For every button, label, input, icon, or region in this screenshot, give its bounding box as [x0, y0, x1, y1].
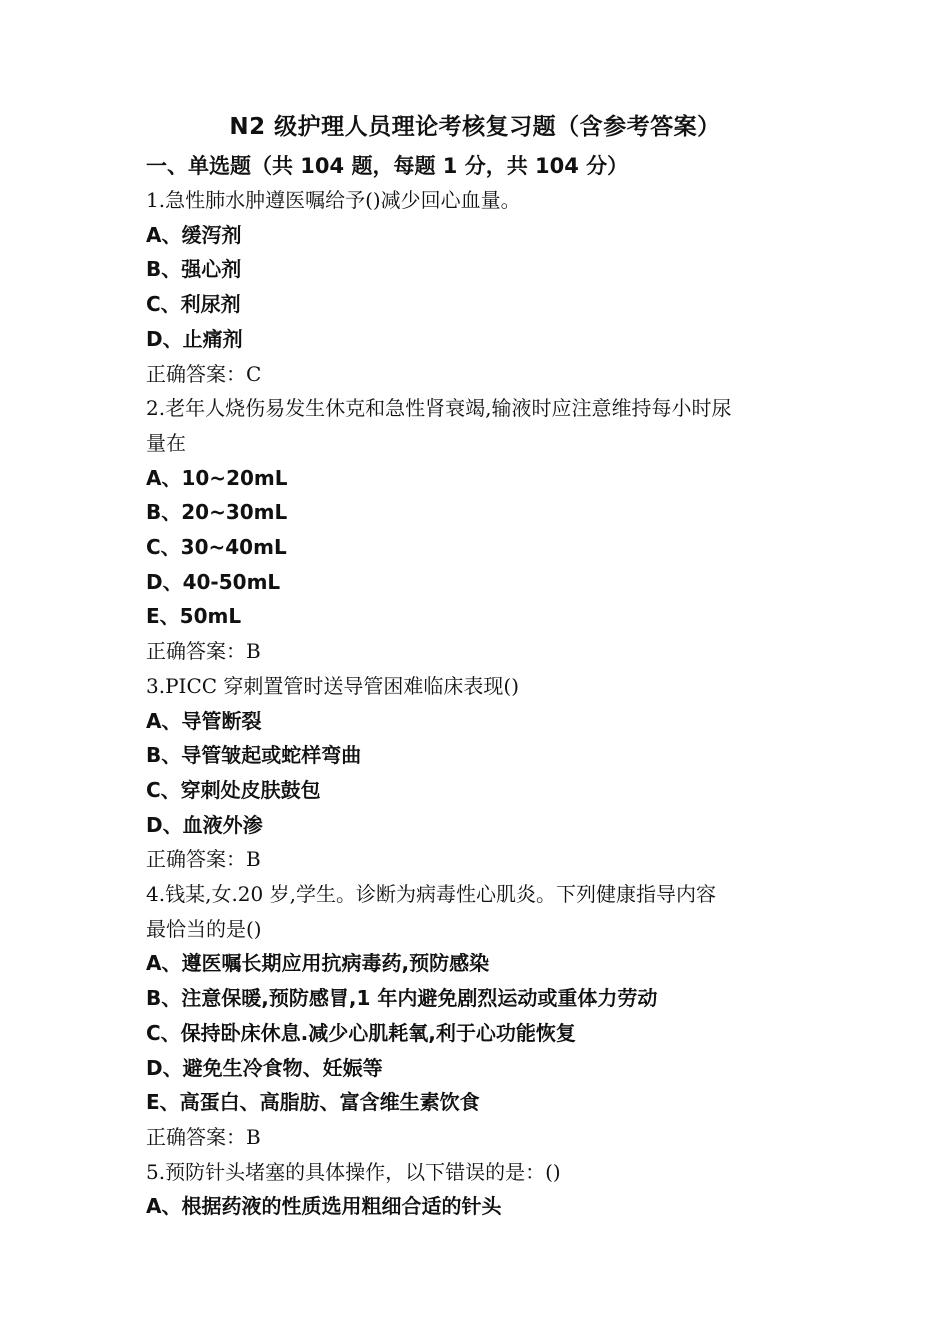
question-list: [146, 183, 826, 1224]
option: C、保持卧床休息.减少心肌耗氧,利于心功能恢复: [146, 1020, 576, 1045]
option: D、血液外渗: [146, 812, 263, 837]
option: A、缓泻剂: [146, 222, 242, 247]
option: B、导管皱起或蛇样弯曲: [146, 743, 362, 768]
answer: 正确答案：B: [146, 639, 261, 664]
question-stem: 量在: [146, 430, 186, 455]
question-stem: 2.老年人烧伤易发生休克和急性肾衰竭,输液时应注意维持每小时尿: [146, 396, 732, 421]
option: A、遵医嘱长期应用抗病毒药,预防感染: [146, 951, 490, 976]
question-stem: 3.PICC 穿刺置管时送导管困难临床表现(): [146, 673, 520, 698]
option: D、避免生冷食物、妊娠等: [146, 1055, 383, 1080]
section-heading: 一、单选题（共 104 题，每题 1 分，共 104 分）: [146, 154, 629, 178]
option: B、20~30mL: [146, 500, 288, 525]
question-stem: 5.预防针头堵塞的具体操作，以下错误的是：(): [146, 1159, 561, 1184]
question-stem: 最恰当的是(): [146, 916, 262, 941]
answer: 正确答案：B: [146, 847, 261, 872]
option: B、注意保暖,预防感冒,1 年内避免剧烈运动或重体力劳动: [146, 986, 658, 1011]
document-title: N2 级护理人员理论考核复习题（含参考答案）: [229, 114, 721, 140]
option: A、10~20mL: [146, 465, 288, 490]
option: D、止痛剂: [146, 326, 243, 351]
option: A、导管断裂: [146, 708, 262, 733]
answer: 正确答案：B: [146, 1124, 261, 1149]
option: C、穿刺处皮肤鼓包: [146, 777, 321, 802]
answer: 正确答案：C: [146, 361, 262, 386]
option: C、30~40mL: [146, 535, 287, 560]
question-stem: 4.钱某,女.20 岁,学生。诊断为病毒性心肌炎。下列健康指导内容: [146, 882, 716, 907]
option: D、40-50mL: [146, 569, 281, 594]
question-stem: 1.急性肺水肿遵医嘱给予()减少回心血量。: [146, 188, 521, 212]
option: E、50mL: [146, 604, 242, 629]
option: E、高蛋白、高脂肪、富含维生素饮食: [146, 1090, 480, 1115]
option: B、强心剂: [146, 257, 242, 282]
option: C、利尿剂: [146, 292, 241, 317]
option: A、根据药液的性质选用粗细合适的针头: [146, 1194, 502, 1219]
